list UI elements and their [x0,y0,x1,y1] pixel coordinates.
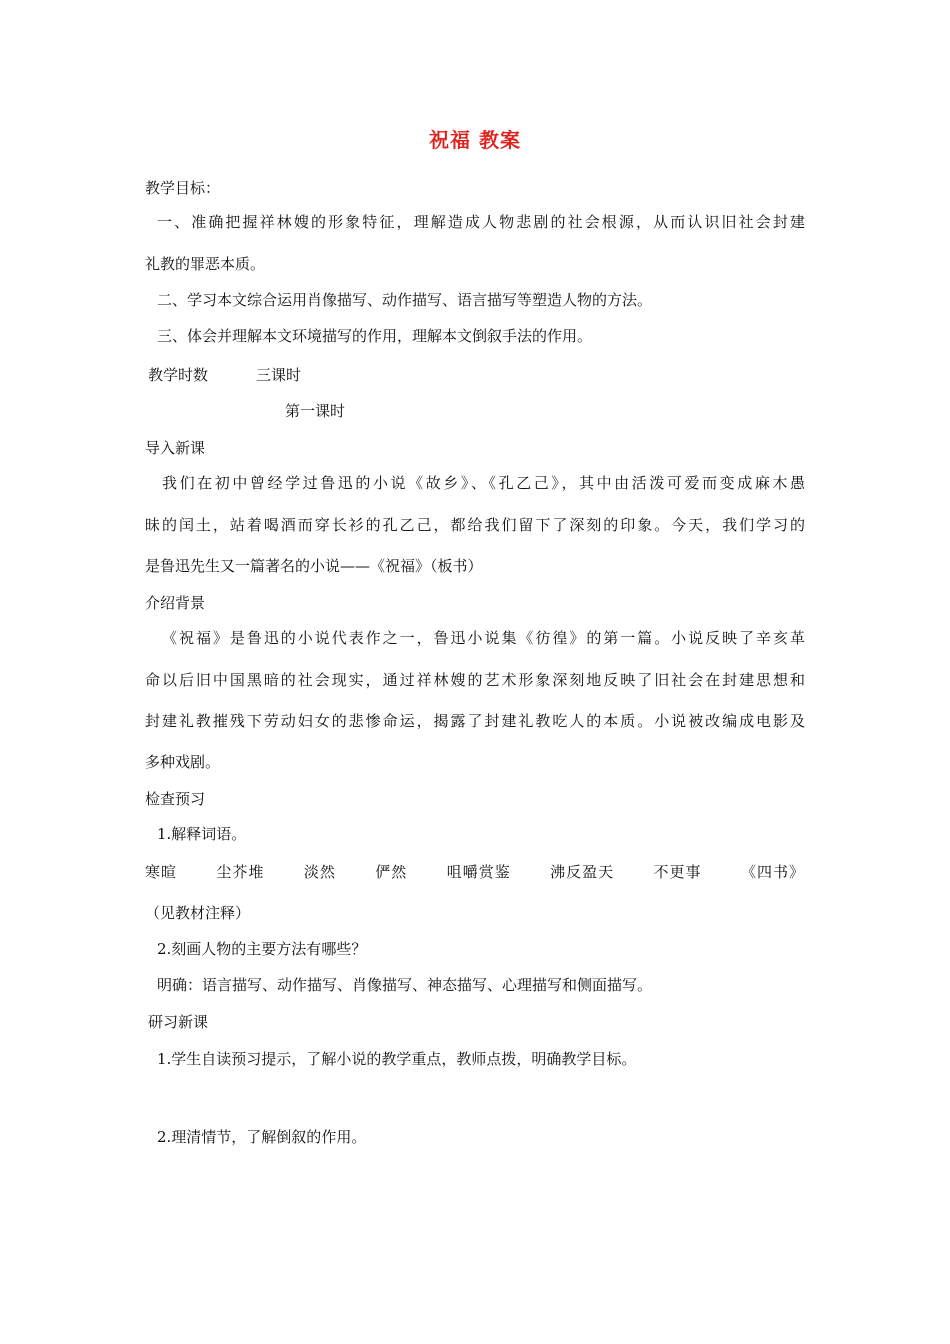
teaching-hours [148,364,301,385]
background-line-4: 多种戏剧。 [145,753,221,771]
preview-question-1: 1.解释词语。 [157,825,247,843]
preview-answer: 明确：语言描写、动作描写、肖像描写、神态描写、心理描写和侧面描写。 [157,976,653,994]
vocabulary-list [145,861,805,882]
study-item-1: 1.学生自读预习提示，了解小说的教学重点，教师点拨，明确教学目标。 [157,1050,637,1068]
preview-heading: 检查预习 [145,790,206,808]
vocab-word: 寒暄 [145,863,178,881]
intro-line-3: 是鲁迅先生又一篇著名的小说——《祝福》（板书） [145,557,483,575]
study-item-2: 2.理清情节，了解倒叙的作用。 [157,1128,367,1146]
vocab-word: 《四书》 [740,863,805,881]
document-title: 祝福 教案 [429,128,521,152]
vocab-word: 沸反盈天 [550,863,615,881]
teaching-hours-label: 教学时数 [148,366,209,384]
teaching-hours-value: 三课时 [256,366,302,384]
objectives-heading: 教学目标： [145,179,221,197]
objective-3: 三、体会并理解本文环境描写的作用，理解本文倒叙手法的作用。 [157,327,593,345]
intro-heading: 导入新课 [145,439,206,457]
study-heading: 研习新课 [148,1013,209,1031]
vocab-word: 不更事 [653,863,702,881]
background-line-3: 封建礼教摧残下劳动妇女的悲惨命运，揭露了封建礼教吃人的本质。小说被改编成电影及 [145,712,805,730]
vocab-word: 尘芥堆 [216,863,265,881]
background-line-1: 《祝福》是鲁迅的小说代表作之一，鲁迅小说集《彷徨》的第一篇。小说反映了辛亥革 [162,629,805,647]
intro-line-2: 昧的闰土，站着喝酒而穿长衫的孔乙己，都给我们留下了深刻的印象。今天，我们学习的 [145,516,805,534]
vocab-word: 咀嚼赏鉴 [446,863,511,881]
vocab-word: 淡然 [303,863,336,881]
intro-line-1: 我们在初中曾经学过鲁迅的小说《故乡》、《孔乙己》，其中由活泼可爱而变成麻木愚 [162,474,805,492]
vocab-word: 俨然 [375,863,408,881]
objective-2: 二、学习本文综合运用肖像描写、动作描写、语言描写等塑造人物的方法。 [157,291,653,309]
lesson-heading: 第一课时 [285,402,346,420]
background-line-2: 命以后旧中国黑暗的社会现实，通过祥林嫂的艺术形象深刻地反映了旧社会在封建思想和 [145,671,805,689]
objective-1-line-1: 一、准确把握祥林嫂的形象特征，理解造成人物悲剧的社会根源，从而认识旧社会封建 [157,213,805,231]
vocabulary-note: （见教材注释） [145,904,251,922]
background-heading: 介绍背景 [145,594,206,612]
objective-1-line-2: 礼教的罪恶本质。 [145,255,266,273]
preview-question-2: 2.刻画人物的主要方法有哪些？ [157,940,367,958]
